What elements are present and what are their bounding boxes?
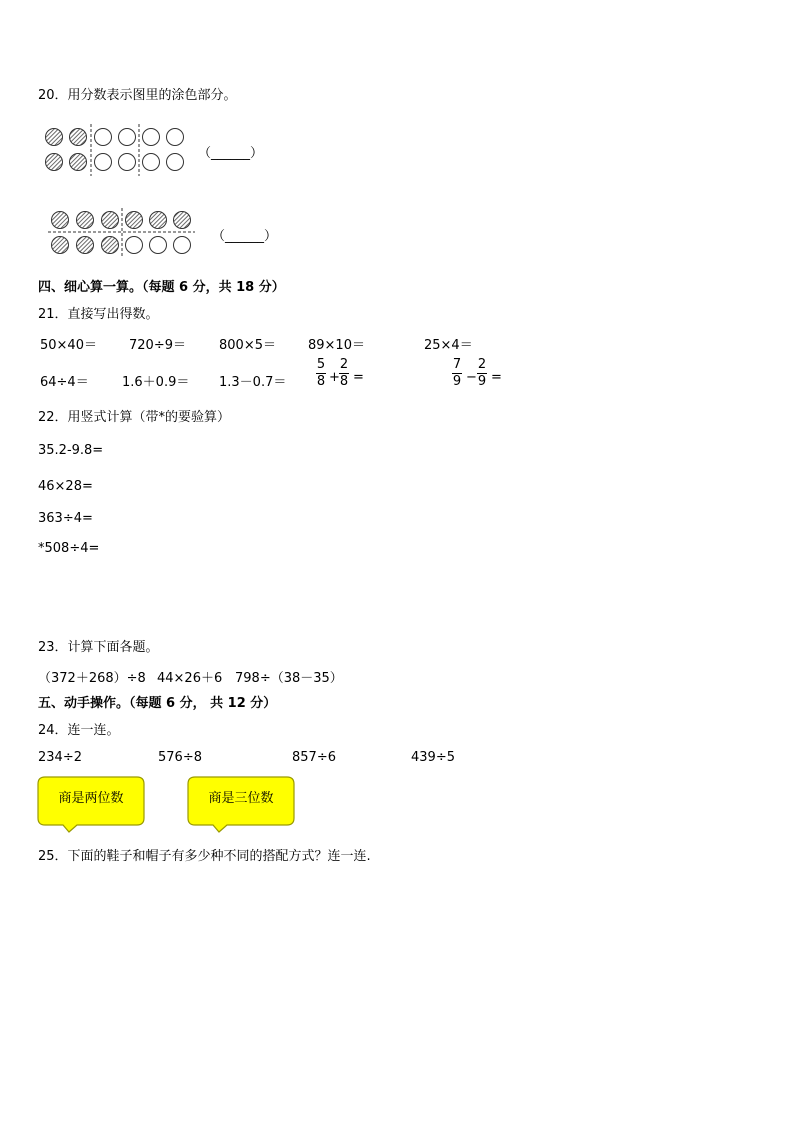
bubble-label: 商是两位数: [58, 791, 124, 806]
circle: [95, 154, 112, 171]
q24-item-4[interactable]: 439÷5: [411, 750, 455, 765]
q20-stem: 20．用分数表示图里的涂色部分。: [38, 88, 237, 103]
denominator: 8: [339, 374, 349, 389]
q23-stem: 23．计算下面各题。: [38, 640, 159, 655]
section5-title: 五、动手操作。（每题 6 分， 共 12 分）: [38, 696, 277, 711]
q21-item-3: 800×5＝: [219, 338, 276, 353]
bubble-two-digit-quotient[interactable]: [37, 776, 145, 834]
bubble-three-digit-quotient[interactable]: [187, 776, 295, 834]
circle: [77, 237, 94, 254]
circle: [150, 237, 167, 254]
fraction-2-9: [477, 357, 487, 390]
q21-item-5: 25×4＝: [424, 338, 473, 353]
q24-item-2[interactable]: 576÷8: [158, 750, 202, 765]
numerator: 5: [316, 357, 326, 372]
numerator: 7: [452, 357, 462, 372]
circle: [143, 154, 160, 171]
fraction-2-8: [339, 357, 349, 390]
circle: [95, 129, 112, 146]
bubble-label: 商是三位数: [208, 791, 274, 806]
circle: [46, 129, 63, 146]
circle: [167, 129, 184, 146]
circle: [70, 154, 87, 171]
equals-sign: =: [491, 370, 502, 385]
circle: [70, 129, 87, 146]
q21-stem: 21．直接写出得数。: [38, 307, 159, 322]
fraction-5-8: [316, 357, 326, 390]
q25-stem: 25．下面的鞋子和帽子有多少种不同的搭配方式？连一连.: [38, 849, 371, 864]
circle: [174, 237, 191, 254]
circle: [52, 237, 69, 254]
q21-item-6: 64÷4＝: [40, 375, 89, 390]
circle: [119, 154, 136, 171]
section4-title: 四、细心算一算。（每题 6 分，共 18 分）: [38, 280, 285, 295]
numerator: 2: [339, 357, 349, 372]
circle: [77, 212, 94, 229]
circle: [126, 212, 143, 229]
q21-item-1: 50×40＝: [40, 338, 97, 353]
q21-item-2: 720÷9＝: [129, 338, 186, 353]
q23-item-3: 798÷（38－35）: [235, 671, 343, 686]
circle: [167, 154, 184, 171]
q22-stem: 22．用竖式计算（带*的要验算）: [38, 410, 231, 425]
circle: [102, 237, 119, 254]
q20-answer-blank-2[interactable]: （______）: [212, 229, 278, 244]
denominator: 9: [452, 374, 462, 389]
q22-item-4: *508÷4=: [38, 541, 100, 556]
circle: [126, 237, 143, 254]
q24-item-1[interactable]: 234÷2: [38, 750, 82, 765]
fraction-7-9: [452, 357, 462, 390]
circle: [119, 129, 136, 146]
denominator: 8: [316, 374, 326, 389]
circle: [143, 129, 160, 146]
q22-item-3: 363÷4=: [38, 511, 93, 526]
plus-sign: +: [329, 370, 340, 385]
equals-sign: =: [353, 370, 364, 385]
q24-item-3[interactable]: 857÷6: [292, 750, 336, 765]
circle: [52, 212, 69, 229]
q23-item-1: （372＋268）÷8: [38, 671, 146, 686]
numerator: 2: [477, 357, 487, 372]
q20-answer-blank-1[interactable]: （______）: [198, 146, 264, 161]
q21-item-7: 1.6＋0.9＝: [122, 375, 190, 390]
circle: [174, 212, 191, 229]
q23-item-2: 44×26＋6: [157, 671, 223, 686]
q22-item-1: 35.2-9.8=: [38, 443, 104, 458]
circle: [102, 212, 119, 229]
denominator: 9: [477, 374, 487, 389]
q24-stem: 24．连一连。: [38, 723, 120, 738]
q21-item-4: 89×10＝: [308, 338, 365, 353]
q22-item-2: 46×28=: [38, 479, 93, 494]
minus-sign: −: [466, 370, 477, 385]
circle: [46, 154, 63, 171]
q21-item-8: 1.3－0.7＝: [219, 375, 287, 390]
circle: [150, 212, 167, 229]
